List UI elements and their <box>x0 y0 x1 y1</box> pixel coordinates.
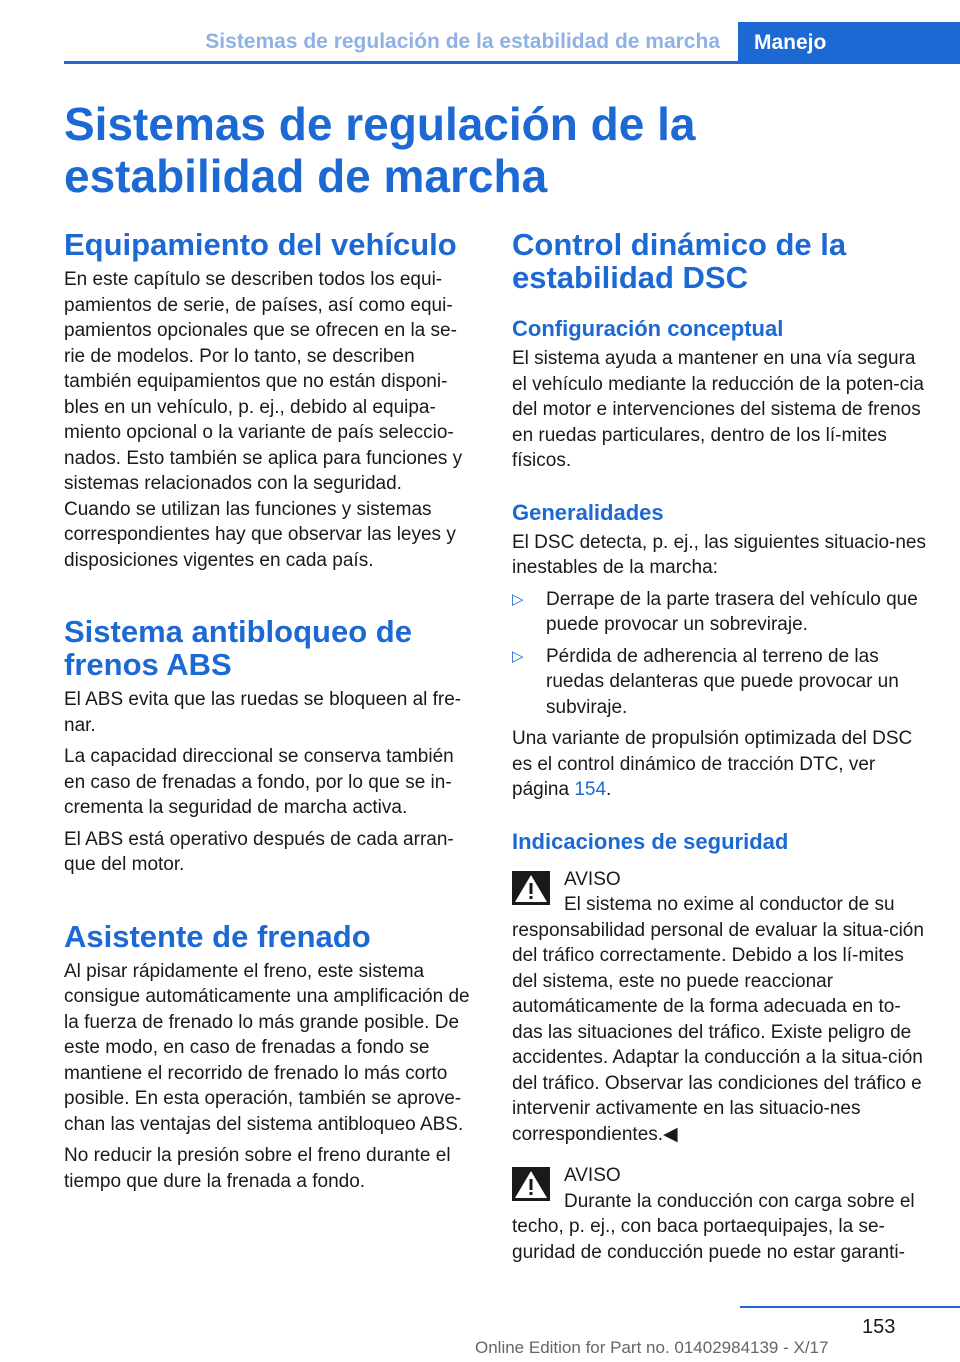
running-header-section: Sistemas de regulación de la estabilidad de marcha <box>205 30 720 53</box>
warning-block-1 <box>512 867 928 1148</box>
instability-list <box>512 587 928 721</box>
dtc-text-end: . <box>606 779 612 800</box>
edition-footer: Online Edition for Part no. 01402984139 - X/17 <box>475 1338 829 1357</box>
page-number: 153 <box>862 1316 896 1338</box>
heading-dsc: Control dinámico de la estabilidad DSC <box>512 227 847 295</box>
chapter-tab <box>738 22 960 64</box>
warning-block-2 <box>512 1163 928 1265</box>
left-column <box>64 228 478 1194</box>
equipment-paragraph-1: En este capítulo se describen todos los equi-pamientos de serie, de países, así como equi-pamientos opcionales que se ofrecen en la se-rie de modelos. Por lo tanto, se describen también equipamientos que no están disponi-bles en un vehículo, p. ej., debido al equipa-miento opcional o la variante de país seleccio-nados. Esto también se aplica para funciones y sistemas relacionados con la seguridad. <box>64 269 463 494</box>
equipment-paragraph-2: Cuando se utilizan las funciones y sistemas correspondientes hay que observar las leyes y disposiciones vigentes en cada país. <box>64 498 456 571</box>
abs-paragraph-2: La capacidad direccional se conserva también en caso de frenadas a fondo, por lo que se in-crementa la seguridad de marcha activa. <box>64 746 454 818</box>
dtc-paragraph <box>512 726 928 803</box>
page-reference-link[interactable]: 154 <box>574 779 607 800</box>
footer-rule <box>740 1306 960 1308</box>
heading-concept: Configuración conceptual <box>512 316 784 341</box>
warning-triangle-icon <box>512 871 550 905</box>
triangle-bullet-icon: ▷ <box>512 590 524 608</box>
right-column <box>512 228 928 1265</box>
heading-brake-assist: Asistente de frenado <box>64 918 371 954</box>
triangle-bullet-icon: ▷ <box>512 647 524 665</box>
warning-text: El sistema no exime al conductor de su responsabilidad personal de evaluar la situa-ción del tráfico correctamente. Debido a los lí-mites del sistema, este no puede reaccionar automáticamente de la forma adecuada en to-das las situaciones del tráfico. Existe peligro de accidentes. Adaptar la conducción a la situa-ción del tráfico. Observar las condiciones del tráfico e intervenir activamente en las situacio-nes correspondientes.◀ <box>512 894 924 1145</box>
list-item <box>512 644 928 721</box>
list-item <box>512 587 928 638</box>
abs-paragraph-3: El ABS está operativo después de cada arran-que del motor. <box>64 828 454 875</box>
list-item-text: Derrape de la parte trasera del vehículo que puede provocar un sobreviraje. <box>546 588 918 635</box>
heading-general: Generalidades <box>512 499 664 525</box>
dtc-text: Una variante de propulsión optimizada del DSC es el control dinámico de tracción DTC, ver página <box>512 728 913 800</box>
warning-title: AVISO <box>564 1165 621 1186</box>
warning-title: AVISO <box>564 868 621 890</box>
warning-text: Durante la conducción con carga sobre el techo, p. ej., con baca portaequipajes, la se-guridad de conducción puede no estar garanti- <box>512 1190 915 1263</box>
heading-abs: Sistema antibloqueo de frenos ABS <box>64 614 412 682</box>
concept-paragraph: El sistema ayuda a mantener en una vía segura el vehículo mediante la reducción de la poten-cia del motor e intervenciones del sistema de frenos en ruedas particulares, dentro de los lí-mites físicos. <box>512 348 924 471</box>
page-title: Sistemas de regulación de la estabilidad de marcha <box>64 98 696 202</box>
list-item-text: Pérdida de adherencia al terreno de las ruedas delanteras que puede provocar un subviraje. <box>546 645 899 718</box>
header-rule <box>64 61 738 64</box>
general-paragraph: El DSC detecta, p. ej., las siguientes situacio-nes inestables de la marcha: <box>512 531 926 578</box>
heading-safety: Indicaciones de seguridad <box>512 828 789 854</box>
abs-paragraph-1: El ABS evita que las ruedas se bloqueen al fre-nar. <box>64 689 462 736</box>
brake-assist-paragraph-2: No reducir la presión sobre el freno durante el tiempo que dure la frenada a fondo. <box>64 1145 451 1192</box>
brake-assist-paragraph-1: Al pisar rápidamente el freno, este sistema consigue automáticamente una amplificación de la fuerza de frenado lo más grande posible. De este modo, en caso de frenadas a fondo se mantiene el recorrido de frenado lo más corto posible. En esta operación, también se aprove-chan las ventajas del sistema antibloqueo ABS. <box>64 960 470 1135</box>
warning-triangle-icon <box>512 1167 550 1201</box>
heading-equipment: Equipamiento del vehículo <box>64 227 457 262</box>
chapter-tab-label: Manejo <box>754 31 827 54</box>
